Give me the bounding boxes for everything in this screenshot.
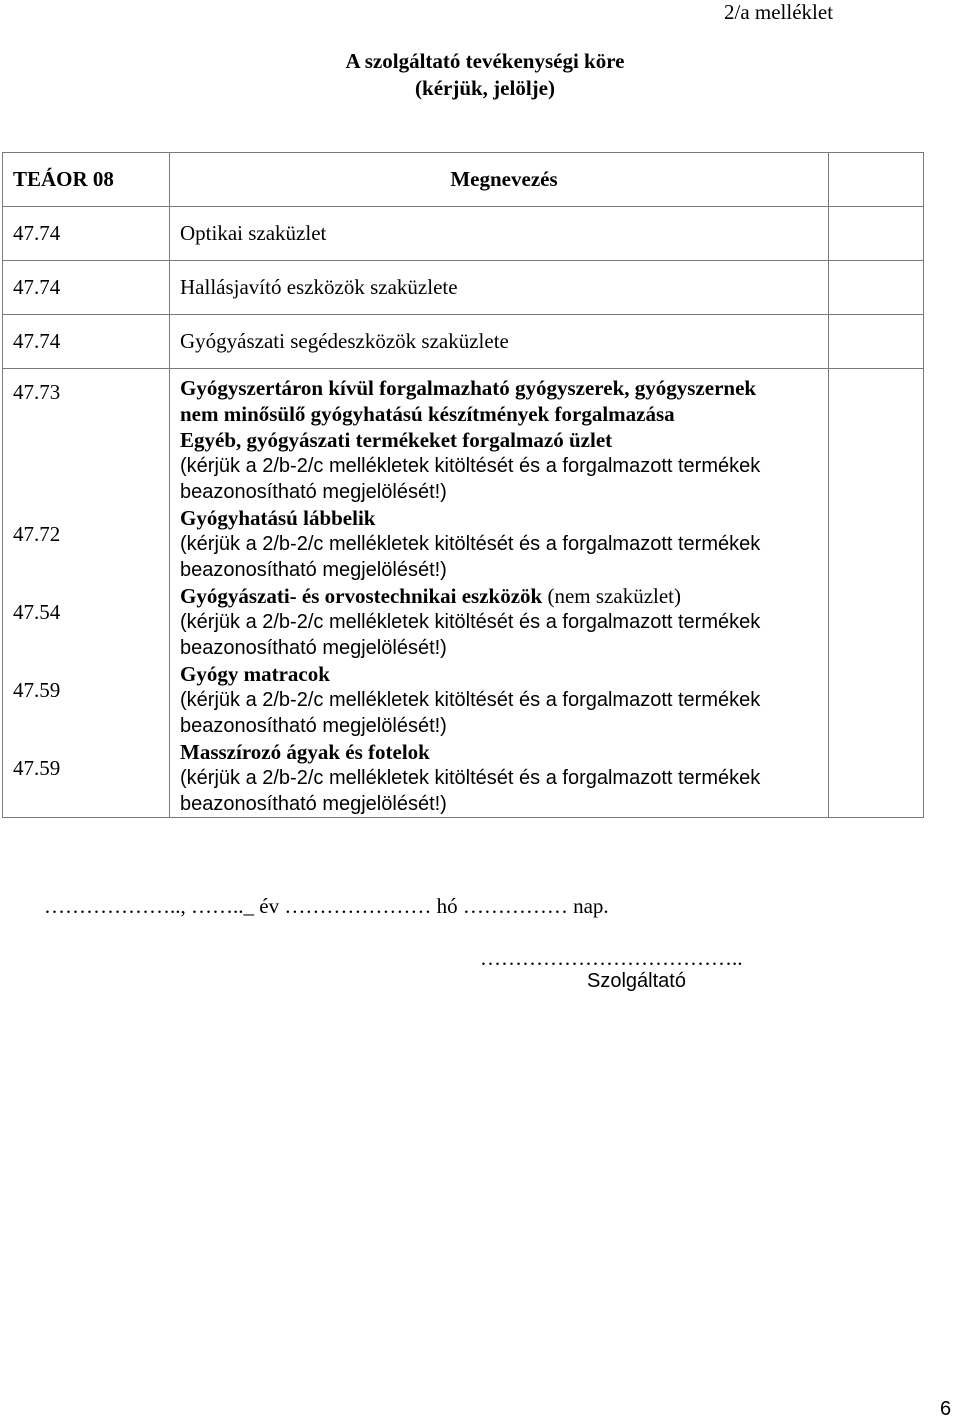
item-2-title: Egyéb, gyógyászati termékeket forgalmazó üzlet [180,428,613,452]
item-6-note-2: beazonosítható megjelölését!) [180,793,447,815]
item-2-note-1: (kérjük a 2/b-2/c mellékletek kitöltését és a forgalmazott termékek [180,455,761,477]
table-header-row [3,153,924,207]
row-code: 47.59 [13,678,61,702]
row-checkbox-cell[interactable] [829,207,924,261]
row-name: Gyógyászati segédeszközök szaküzlete [170,315,829,369]
item-4-note-1: (kérjük a 2/b-2/c mellékletek kitöltését és a forgalmazott termékek [180,611,761,633]
item-5-note-2: beazonosítható megjelölését!) [180,715,447,737]
item-3-note-1: (kérjük a 2/b-2/c mellékletek kitöltését és a forgalmazott termékek [180,533,761,555]
row-code: 47.72 [13,522,61,546]
page-title [0,48,960,102]
header-code: TEÁOR 08 [3,153,170,207]
table-row [3,207,924,261]
header-name: Megnevezés [170,153,829,207]
row-name: Optikai szaküzlet [170,207,829,261]
item-6-note-1: (kérjük a 2/b-2/c mellékletek kitöltését és a forgalmazott termékek [180,767,761,789]
item-4-note-2: beazonosítható megjelölését!) [180,637,447,659]
item-4-title-normal: (nem szaküzlet) [542,584,682,608]
row-checkbox-cell[interactable] [829,315,924,369]
title-line-2: (kérjük, jelölje) [415,76,555,100]
merged-name-cell [170,369,829,818]
date-line: ……………….., …….._ év ………………… hó …………… nap. [44,894,609,918]
row-code: 47.74 [3,261,170,315]
row-code: 47.74 [3,315,170,369]
item-3-title: Gyógyhatású lábbelik [180,506,376,530]
merged-code-cell [3,369,170,818]
table-row-merged [3,369,924,818]
item-6-title: Masszírozó ágyak és fotelok [180,740,430,764]
header-checkbox-cell [829,153,924,207]
item-2-note-2: beazonosítható megjelölését!) [180,481,447,503]
page-number: 6 [940,1398,952,1420]
title-line-1: A szolgáltató tevékenységi köre [345,49,625,73]
row-name: Hallásjavító eszközök szaküzlete [170,261,829,315]
item-5-note-1: (kérjük a 2/b-2/c mellékletek kitöltését és a forgalmazott termékek [180,689,761,711]
row-code: 47.54 [13,600,61,624]
item-3-note-2: beazonosítható megjelölését!) [180,559,447,581]
row-code: 47.59 [13,756,61,780]
row-code: 47.74 [3,207,170,261]
table-row [3,315,924,369]
annex-label: 2/a melléklet [724,0,834,24]
activity-table [2,152,924,818]
signature-label: Szolgáltató [587,970,686,992]
item-5-title: Gyógy matracok [180,662,330,686]
signature-line: ……………………………….. [480,946,743,970]
item-4-title-bold: Gyógyászati- és orvostechnikai eszközök [180,584,543,608]
item-4-title [180,583,828,609]
table-row [3,261,924,315]
item-1-line-1: Gyógyszertáron kívül forgalmazható gyógyszerek, gyógyszernek [180,376,757,400]
row-checkbox-cell[interactable] [829,369,924,818]
row-code: 47.73 [13,380,61,404]
row-checkbox-cell[interactable] [829,261,924,315]
item-1-line-2: nem minősülő gyógyhatású készítmények forgalmazása [180,402,675,426]
